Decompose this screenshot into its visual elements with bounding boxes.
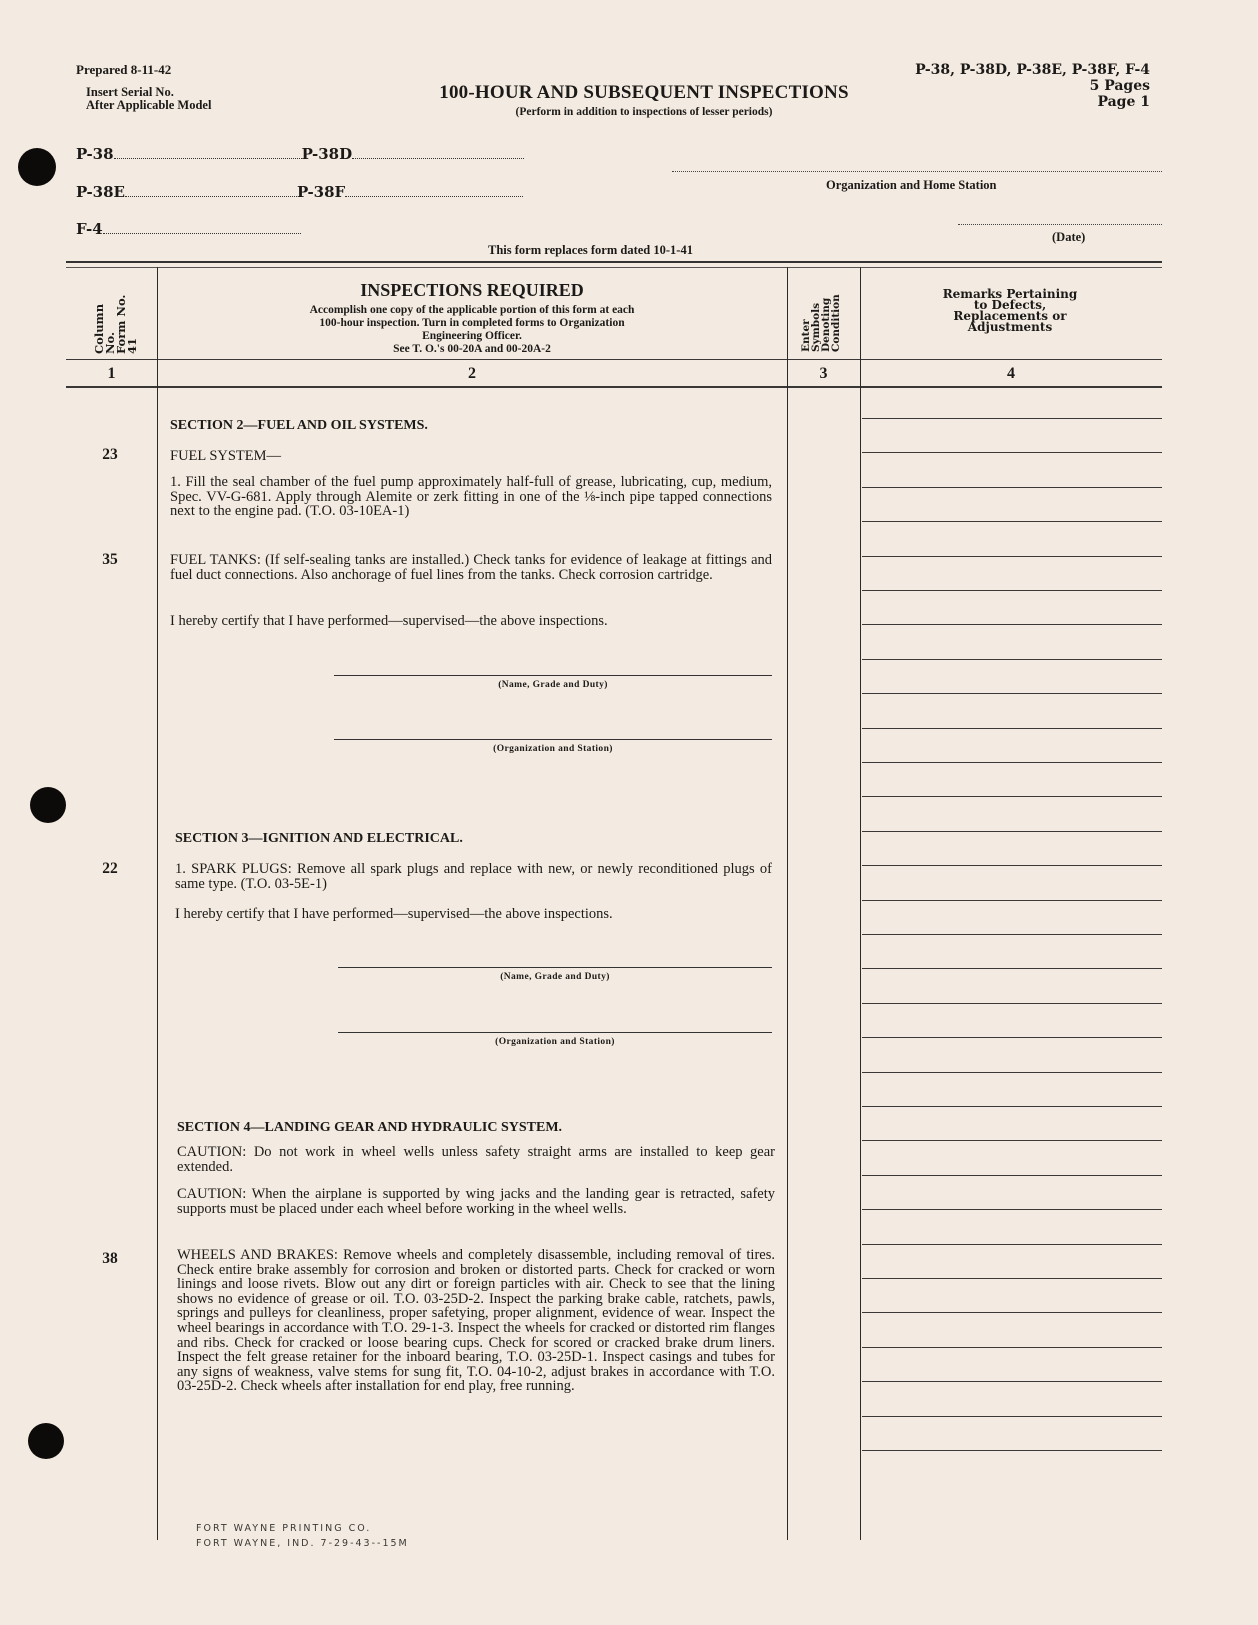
section-2-org-label: (Organization and Station) [493,744,613,754]
col4-header-line-3: Replacements or [953,309,1067,323]
label-p38e: P-38E [76,183,125,201]
remarks-line[interactable] [862,1072,1162,1073]
table-top-rule [66,261,1162,268]
col3-header-line-1: Enter [800,319,812,352]
remarks-line[interactable] [862,934,1162,935]
col-no-22: 22 [102,860,118,877]
inspections-required-desc [157,304,787,356]
col-no-35: 35 [102,551,118,568]
caution-1: CAUTION: Do not work in wheel wells unless safety straight arms are installed to keep gear extended. [177,1144,775,1175]
desc-line-2: 100-hour inspection. Turn in completed forms to Organization [319,317,625,329]
date-field[interactable] [958,224,1162,225]
model-info [915,62,1150,110]
colnum-4: 4 [1007,365,1015,382]
colnum-divider [66,386,1162,388]
col1-header [94,282,138,354]
col3-header-line-2: Symbols [810,302,822,352]
serial-row-1 [76,145,524,163]
label-p38d: P-38D [301,145,353,163]
desc-line-3: Engineering Officer. [422,330,522,342]
header-divider [66,359,1162,360]
section-3-signature-org-field[interactable] [338,1032,772,1033]
remarks-line[interactable] [862,452,1162,453]
remarks-line[interactable] [862,728,1162,729]
prepared-date: Prepared 8-11-42 [76,62,172,77]
remarks-line[interactable] [862,831,1162,832]
organization-label: Organization and Home Station [826,178,997,192]
section-3-heading: SECTION 3—IGNITION AND ELECTRICAL. [175,831,463,846]
page-number: Page 1 [1097,94,1150,110]
binder-hole-bottom [28,1423,64,1459]
remarks-line[interactable] [862,659,1162,660]
column-divider-3 [860,267,861,1540]
serial-field-f4[interactable] [103,232,301,234]
caution-2: CAUTION: When the airplane is supported by wing jacks and the landing gear is retracted, safety supports must be placed under each wheel before working in the wheel wells. [177,1186,775,1217]
remarks-line[interactable] [862,418,1162,419]
remarks-line[interactable] [862,556,1162,557]
remarks-line[interactable] [862,1450,1162,1451]
binder-hole-top [18,148,56,186]
form-subtitle: (Perform in addition to inspections of lesser periods) [515,106,773,118]
form-title: 100-HOUR AND SUBSEQUENT INSPECTIONS [439,82,849,103]
serial-field-p38e[interactable] [125,195,297,197]
colnum-3: 3 [819,365,828,382]
col4-header-line-4: Adjustments [967,320,1053,334]
remarks-line[interactable] [862,1209,1162,1210]
printer-line-2: FORT WAYNE, IND. 7-29-43--15M [196,1538,409,1549]
binder-hole-middle [30,787,66,823]
col3-header-line-4: Condition [830,294,842,352]
serial-field-p38d[interactable] [352,157,524,159]
serial-field-p38f[interactable] [345,195,523,197]
section-4-heading: SECTION 4—LANDING GEAR AND HYDRAULIC SYSTEM. [177,1120,563,1135]
fuel-system-item-1: 1. Fill the seal chamber of the fuel pump approximately half-full of grease, lubricating, cup, medium, Spec. VV-G-681. Apply through Alemite or zerk fitting in one of the ⅛-inch pipe tapped connections next to the engine pad. (T.O. 03-10EA-1) [170,474,772,520]
remarks-line[interactable] [862,865,1162,866]
remarks-line[interactable] [862,1106,1162,1107]
spark-plugs-text: 1. SPARK PLUGS: Remove all spark plugs and replace with new, or newly reconditioned plugs of same type. (T.O. 03-5E-1) [175,861,772,892]
desc-line-4: See T. O.'s 00-20A and 00-20A-2 [393,343,551,355]
models-line: P-38, P-38D, P-38E, P-38F, F-4 [915,62,1150,78]
page-count: 5 Pages [1089,78,1150,94]
remarks-line[interactable] [862,487,1162,488]
col3-header [801,280,841,352]
label-f4: F-4 [76,220,103,238]
section-2-signature-org-field[interactable] [334,739,772,740]
remarks-line[interactable] [862,693,1162,694]
label-p38f: P-38F [297,183,346,201]
section-2-signature-name-field[interactable] [334,675,772,676]
colnum-1: 1 [107,365,116,382]
section-3-certify: I hereby certify that I have performed—supervised—the above inspections. [175,906,613,922]
remarks-line[interactable] [862,1381,1162,1382]
remarks-line[interactable] [862,1347,1162,1348]
date-label: (Date) [1052,230,1086,244]
col4-header-line-1: Remarks Pertaining [942,287,1078,301]
remarks-line[interactable] [862,1140,1162,1141]
insert-serial-line-1: Insert Serial No. [86,85,174,99]
col1-header-line-2: Form No. 41 [114,294,139,354]
serial-row-2 [76,183,523,201]
remarks-line[interactable] [862,1278,1162,1279]
section-3-signature-name-field[interactable] [338,967,772,968]
colnum-2: 2 [468,365,476,382]
col-no-23: 23 [102,446,118,463]
section-2-certify: I hereby certify that I have performed—supervised—the above inspections. [170,613,608,629]
section-2-heading: SECTION 2—FUEL AND OIL SYSTEMS. [170,418,428,433]
remarks-line[interactable] [862,624,1162,625]
desc-line-1: Accomplish one copy of the applicable portion of this form at each [309,304,635,316]
printer-line-1: FORT WAYNE PRINTING CO. [196,1523,372,1534]
col-no-38: 38 [102,1250,118,1267]
fuel-tanks-text: FUEL TANKS: (If self-sealing tanks are installed.) Check tanks for evidence of leakage at fittings and fuel duct connections. Also anchorage of fuel lines from the tanks. Check corrosion cartridge. [170,552,772,583]
remarks-line[interactable] [862,1003,1162,1004]
col4-header [860,289,1160,333]
section-3-org-label: (Organization and Station) [495,1037,615,1047]
inspections-required-title: INSPECTIONS REQUIRED [360,280,584,300]
col4-header-line-2: to Defects, [973,298,1047,312]
remarks-line[interactable] [862,1312,1162,1313]
remarks-line[interactable] [862,1244,1162,1245]
remarks-line[interactable] [862,1416,1162,1417]
remarks-line[interactable] [862,968,1162,969]
remarks-line[interactable] [862,521,1162,522]
col1-header-line-1: Column No. [92,303,117,354]
remarks-line[interactable] [862,1175,1162,1176]
fuel-system-title: FUEL SYSTEM— [170,448,282,464]
replaces-note: This form replaces form dated 10-1-41 [488,243,693,257]
insert-serial-line-2: After Applicable Model [86,98,212,112]
remarks-line[interactable] [862,590,1162,591]
remarks-line[interactable] [862,762,1162,763]
serial-row-3 [76,220,301,238]
col3-header-line-3: Denoting [820,297,832,352]
wheels-and-brakes-text: WHEELS AND BRAKES: Remove wheels and completely disassemble, including removal of tires. Check entire brake assembly for corrosion and broken or distorted parts. Check for cracked or worn linings and loose rivets. Blow out any dirt or foreign particles with air. Check to see that the lining shows no evidence of grease or oil. T.O. 03-25D-2. Inspect the parking brake cable, ratchets, pawls, springs and pulleys for cleanliness, proper safetying, proper alignment, evidence of wear. Inspect the wheel bearings in accordance with T.O. 29-1-3. Inspect the wheels for cracked or distorted rim flanges and ribs. Check for cracked or loose bearing cups. Check for scored or cracked brake drum liners. Inspect the felt grease retainer for the inboard bearing, T.O. 03-25D-1. Inspect casings and tubes for any signs of weakness, valve stems for sung fit, T.O. 04-10-2, adjust brakes in accordance with T.O. 03-25D-2. Check wheels after installation for end play, free running. [177,1247,775,1395]
serial-field-p38[interactable] [114,157,302,159]
section-2-name-label: (Name, Grade and Duty) [498,680,608,690]
column-divider-2 [787,267,788,1540]
remarks-line[interactable] [862,900,1162,901]
section-3-name-label: (Name, Grade and Duty) [500,972,610,982]
column-divider-1 [157,267,158,1540]
label-p38: P-38 [76,145,114,163]
organization-field[interactable] [672,171,1162,172]
remarks-line[interactable] [862,796,1162,797]
remarks-line[interactable] [862,1037,1162,1038]
